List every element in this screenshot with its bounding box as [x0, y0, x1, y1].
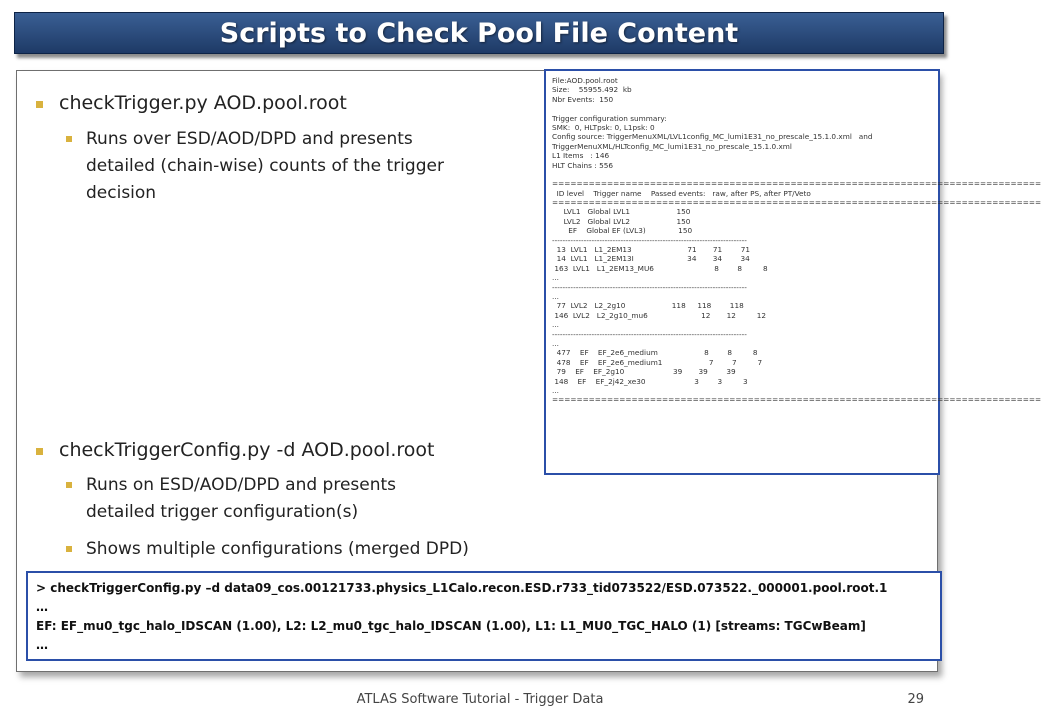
sub-bullet-text: Runs on ESD/AOD/DPD and presents detailed trigger configuration(s) — [86, 475, 397, 522]
output-line: 79 EF EF_2g10 39 39 39 — [552, 367, 736, 377]
output-line: 148 EF EF_2j42_xe30 3 3 3 — [552, 376, 748, 386]
output-line: ID level Trigger name Passed events: raw, after PS, after PT/Veto — [552, 188, 811, 198]
bullet-checktrigger — [36, 92, 347, 114]
bullet-text: checkTriggerConfig.py -d AOD.pool.root — [59, 439, 435, 461]
output-line: HLT Chains : 556 — [552, 160, 613, 170]
output-line: Config source: TriggerMenuXML/LVL1config_MC_lumi1E31_no_prescale_15.1.0.xml and — [552, 132, 873, 142]
command-line: > checkTriggerConfig.py –d data09_cos.00121733.physics_L1Calo.recon.ESD.r733_tid073522/ESD.073522._000001.pool.root.1 — [36, 581, 888, 595]
output-line: Nbr Events: 150 — [552, 94, 614, 104]
sub-bullet-checktrigger-desc — [66, 126, 536, 207]
output-line: -------------------------------------------------------------------------- — [552, 329, 747, 339]
square-bullet-icon — [66, 546, 72, 552]
output-line: ... — [552, 338, 559, 348]
output-line: 477 EF EF_2e6_medium 8 8 8 — [552, 348, 758, 358]
output-line: -------------------------------------------------------------------------- — [552, 282, 747, 292]
square-bullet-icon — [66, 136, 72, 142]
page-number: 29 — [907, 692, 924, 707]
output-line: ================================================================================ — [552, 198, 1041, 208]
output-line: 77 LVL2 L2_2g10 118 118 118 — [552, 301, 744, 311]
output-line — [552, 104, 932, 113]
checktrigger-output-box — [544, 69, 1041, 475]
square-bullet-icon — [36, 101, 43, 108]
square-bullet-icon — [36, 448, 43, 455]
output-line: L1 Items : 146 — [552, 151, 610, 161]
output-line: Size: 55955.492 kb — [552, 85, 632, 95]
sub-bullet-text: Runs over ESD/AOD/DPD and presents detailed (chain-wise) counts of the trigger decision — [86, 129, 444, 203]
output-line: 478 EF EF_2e6_medium1 7 7 7 — [552, 357, 763, 367]
output-line: ... — [552, 291, 559, 301]
output-line: LVL1 Global LVL1 150 — [552, 207, 691, 217]
output-line: ... — [552, 385, 559, 395]
slide-title: Scripts to Check Pool File Content — [219, 17, 739, 49]
command-output-box — [26, 571, 942, 661]
output-line: 146 LVL2 L2_2g10_mu6 12 12 12 — [552, 310, 767, 320]
output-line: 14 LVL1 L1_2EM13I 34 34 34 — [552, 254, 750, 264]
output-line: SMK: 0, HLTpsk: 0, L1psk: 0 — [552, 122, 655, 132]
sub-bullet-merged-dpd — [66, 536, 536, 563]
output-line: Trigger configuration summary: — [552, 113, 667, 123]
command-line: … — [36, 638, 48, 652]
output-line — [552, 170, 932, 179]
output-line: ... — [552, 273, 559, 283]
square-bullet-icon — [66, 482, 72, 488]
command-line: … — [36, 600, 48, 614]
title-bar — [14, 12, 944, 54]
output-line: LVL2 Global LVL2 150 — [552, 216, 691, 226]
output-line: TriggerMenuXML/HLTconfig_MC_lumi1E31_no_prescale_15.1.0.xml — [552, 141, 792, 151]
output-line: 163 LVL1 L1_2EM13_MU6 8 8 8 — [552, 263, 768, 273]
output-line: -------------------------------------------------------------------------- — [552, 235, 747, 245]
output-line: File:AOD.pool.root — [552, 76, 618, 85]
output-line: ================================================================================ — [552, 179, 1041, 189]
sub-bullet-checktriggerconfig-desc — [66, 472, 536, 526]
output-line: ================================================================================ — [552, 395, 1041, 405]
output-line: EF Global EF (LVL3) 150 — [552, 226, 693, 236]
bullet-checktriggerconfig — [36, 439, 434, 461]
output-line: 13 LVL1 L1_2EM13 71 71 71 — [552, 245, 750, 255]
command-line: EF: EF_mu0_tgc_halo_IDSCAN (1.00), L2: L2_mu0_tgc_halo_IDSCAN (1.00), L1: L1_MU0_TGC_HALO (1) [streams: TGCwBeam] — [36, 619, 866, 633]
footer-text: ATLAS Software Tutorial - Trigger Data — [356, 692, 604, 707]
sub-bullet-text: Shows multiple configurations (merged DPD) — [86, 539, 469, 559]
bullet-text: checkTrigger.py AOD.pool.root — [59, 92, 347, 114]
output-line: ... — [552, 320, 559, 330]
